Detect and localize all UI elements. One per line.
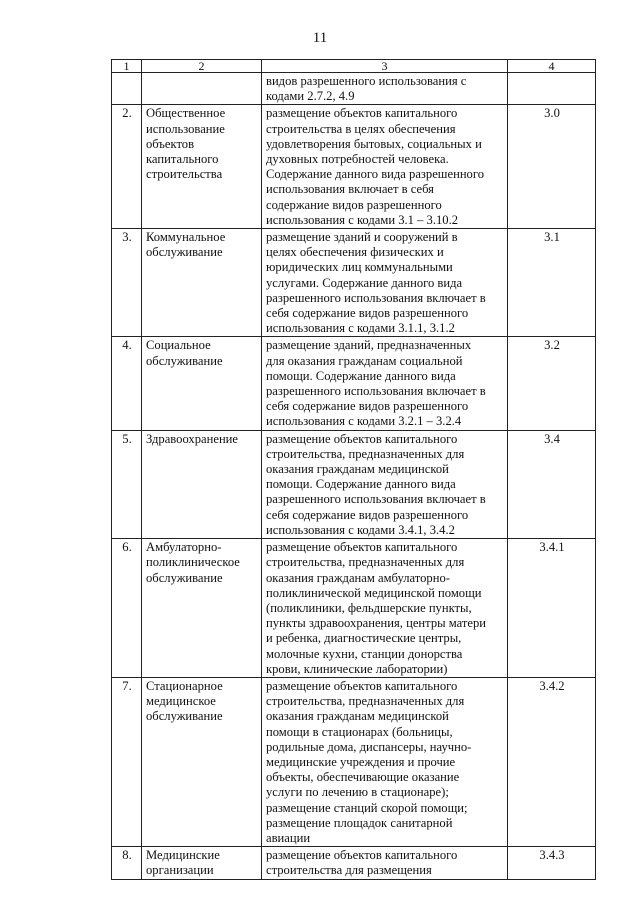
page-number: 11 bbox=[312, 30, 328, 46]
row-name: Здравоохранение bbox=[142, 430, 262, 538]
row-description: размещение объектов капитального строительства, предназначенных для оказания гражданам медицинской помощи. Содержание данного вида разрешенного использования включает в себя содержание видов разрешенного использования с кодами 3.4.1, 3.4.2 bbox=[262, 430, 508, 538]
table-header-row bbox=[112, 60, 596, 73]
column-header-4: 4 bbox=[508, 60, 596, 73]
row-code: 3.4.1 bbox=[508, 539, 596, 678]
table-row bbox=[112, 539, 596, 678]
row-description: размещение объектов капитального строительства, предназначенных для оказания гражданам амбулаторно- поликлинической медицинской помощи (поликлиники, фельдшерские пункты, пункты здравоохранения, центры матери и ребенка, диагностические центры, молочные кухни, станции донорства крови, клинические лаборатории) bbox=[262, 539, 508, 678]
land-use-table bbox=[111, 59, 596, 880]
row-description: размещение зданий и сооружений в целях обеспечения физических и юридических лиц коммунальными услугами. Содержание данного вида разрешенного использования включает в себя содержание видов разрешенного использования с кодами 3.1.1, 3.1.2 bbox=[262, 229, 508, 337]
table-row bbox=[112, 847, 596, 879]
row-code: 3.4 bbox=[508, 430, 596, 538]
row-name: Амбулаторно-поликлиническое обслуживание bbox=[142, 539, 262, 678]
row-name: Стационарное медицинское обслуживание bbox=[142, 677, 262, 846]
table-row bbox=[112, 105, 596, 229]
row-number: 2. bbox=[112, 105, 142, 229]
row-description: размещение зданий, предназначенных для оказания гражданам социальной помощи. Содержание данного вида разрешенного использования включает в себя содержание видов разрешенного использования с кодами 3.2.1 – 3.2.4 bbox=[262, 337, 508, 430]
table-row bbox=[112, 337, 596, 430]
row-number: 5. bbox=[112, 430, 142, 538]
row-code: 3.0 bbox=[508, 105, 596, 229]
row-code: 3.4.2 bbox=[508, 677, 596, 846]
row-name bbox=[142, 73, 262, 105]
row-description: размещение объектов капитального строительства в целях обеспечения удовлетворения бытовых, социальных и духовных потребностей человека. Содержание данного вида разрешенного использования включает в себя содержание видов разрешенного использования с кодами 3.1 – 3.10.2 bbox=[262, 105, 508, 229]
row-number bbox=[112, 73, 142, 105]
column-header-3: 3 bbox=[262, 60, 508, 73]
table-row-continuation bbox=[112, 73, 596, 105]
column-header-1: 1 bbox=[112, 60, 142, 73]
row-description: видов разрешенного использования с кодами 2.7.2, 4.9 bbox=[262, 73, 508, 105]
row-code: 3.4.3 bbox=[508, 847, 596, 879]
table-row bbox=[112, 677, 596, 846]
column-header-2: 2 bbox=[142, 60, 262, 73]
table-row bbox=[112, 430, 596, 538]
row-description: размещение объектов капитального строительства для размещения bbox=[262, 847, 508, 879]
row-code bbox=[508, 73, 596, 105]
row-code: 3.2 bbox=[508, 337, 596, 430]
row-name: Общественное использование объектов капитального строительства bbox=[142, 105, 262, 229]
row-description: размещение объектов капитального строительства, предназначенных для оказания гражданам медицинской помощи в стационарах (больницы, родильные дома, диспансеры, научно- медицинские учреждения и прочие объекты, обеспечивающие оказание услуги по лечению в стационаре); размещение станций скорой помощи; размещение площадок санитарной авиации bbox=[262, 677, 508, 846]
row-name: Социальное обслуживание bbox=[142, 337, 262, 430]
row-number: 6. bbox=[112, 539, 142, 678]
row-number: 8. bbox=[112, 847, 142, 879]
row-name: Коммунальное обслуживание bbox=[142, 229, 262, 337]
row-code: 3.1 bbox=[508, 229, 596, 337]
row-number: 4. bbox=[112, 337, 142, 430]
row-number: 7. bbox=[112, 677, 142, 846]
table-row bbox=[112, 229, 596, 337]
row-name: Медицинские организации bbox=[142, 847, 262, 879]
row-number: 3. bbox=[112, 229, 142, 337]
